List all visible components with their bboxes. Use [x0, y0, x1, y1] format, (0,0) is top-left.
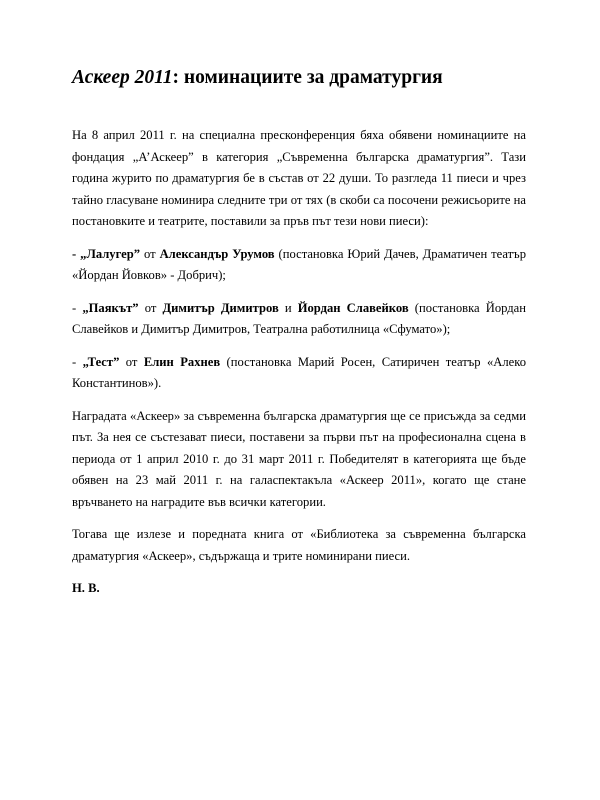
award-info-paragraph: Наградата «Аскеер» за съвременна българска драматургия ще се присъжда за седми път. За нея се състезават пиеси, поставени за първи път на професионална сцена в периода от 1 април 2010 г. до 31 март 2011 г. Победителят в категорията ще бъде обявен на 23 май 2011 г. на галаспектакъла «Аскеер 2011», когато ще стане връчването на наградите във всички категории.	[72, 408, 526, 509]
nomination-details: (постановка Йордан Славейков и Димитър Димитров, Театрална работилница «Сфумато»);	[72, 300, 527, 336]
nomination-prefix: -	[72, 246, 81, 261]
title-rest: : номинациите за драматургия	[172, 67, 443, 88]
nomination-details: (постановка Юрий Дачев, Драматичен театър «Йордан Йовков» - Добрич);	[72, 246, 526, 282]
book-info-paragraph: Тогава ще излезе и поредната книга от «Библиотека за съвременна българска драматургия «Аскеер», съдържаща и трите номинирани пиеси.	[72, 527, 526, 563]
nomination-item	[72, 244, 526, 287]
nomination-joiner: от	[119, 354, 144, 369]
nomination-author: Елин Рахнев	[143, 354, 221, 369]
nomination-author: Димитър Димитров	[162, 300, 279, 315]
nomination-item	[72, 352, 526, 395]
nomination-joiner: от	[140, 246, 160, 261]
nomination-play-title: „Тест”	[82, 354, 120, 369]
nomination-second-author: Йордан Славейков	[297, 300, 409, 315]
nomination-joiner: от	[138, 300, 163, 315]
document-page	[72, 66, 526, 600]
document-title	[72, 66, 526, 90]
nomination-prefix: -	[72, 354, 83, 369]
nomination-item	[72, 298, 526, 341]
nomination-joiner-and: и	[278, 300, 298, 315]
nomination-play-title: „Паякът”	[82, 300, 139, 315]
nomination-details: (постановка Марий Росен, Сатиричен театър «Алеко Константинов»).	[72, 354, 527, 390]
nomination-author: Александър Урумов	[159, 246, 275, 261]
author-signature: Н. В.	[72, 581, 100, 595]
nomination-play-title: „Лалугер”	[80, 246, 141, 261]
title-italic-part: Аскеер 2011	[72, 67, 173, 88]
nomination-prefix: -	[72, 300, 83, 315]
intro-paragraph: На 8 април 2011 г. на специална пресконференция бяха обявени номинациите на фондация „А’Аскеер” в категория „Съвременна българска драматургия”. Тази година журито по драматургия бе в състав от 22 души. То разгледа 11 пиеси и чрез тайно гласуване номинира следните три от тях (в скоби са посочени режисьорите на постановките и театрите, поставили за пръв път тези нови пиеси):	[72, 128, 526, 228]
